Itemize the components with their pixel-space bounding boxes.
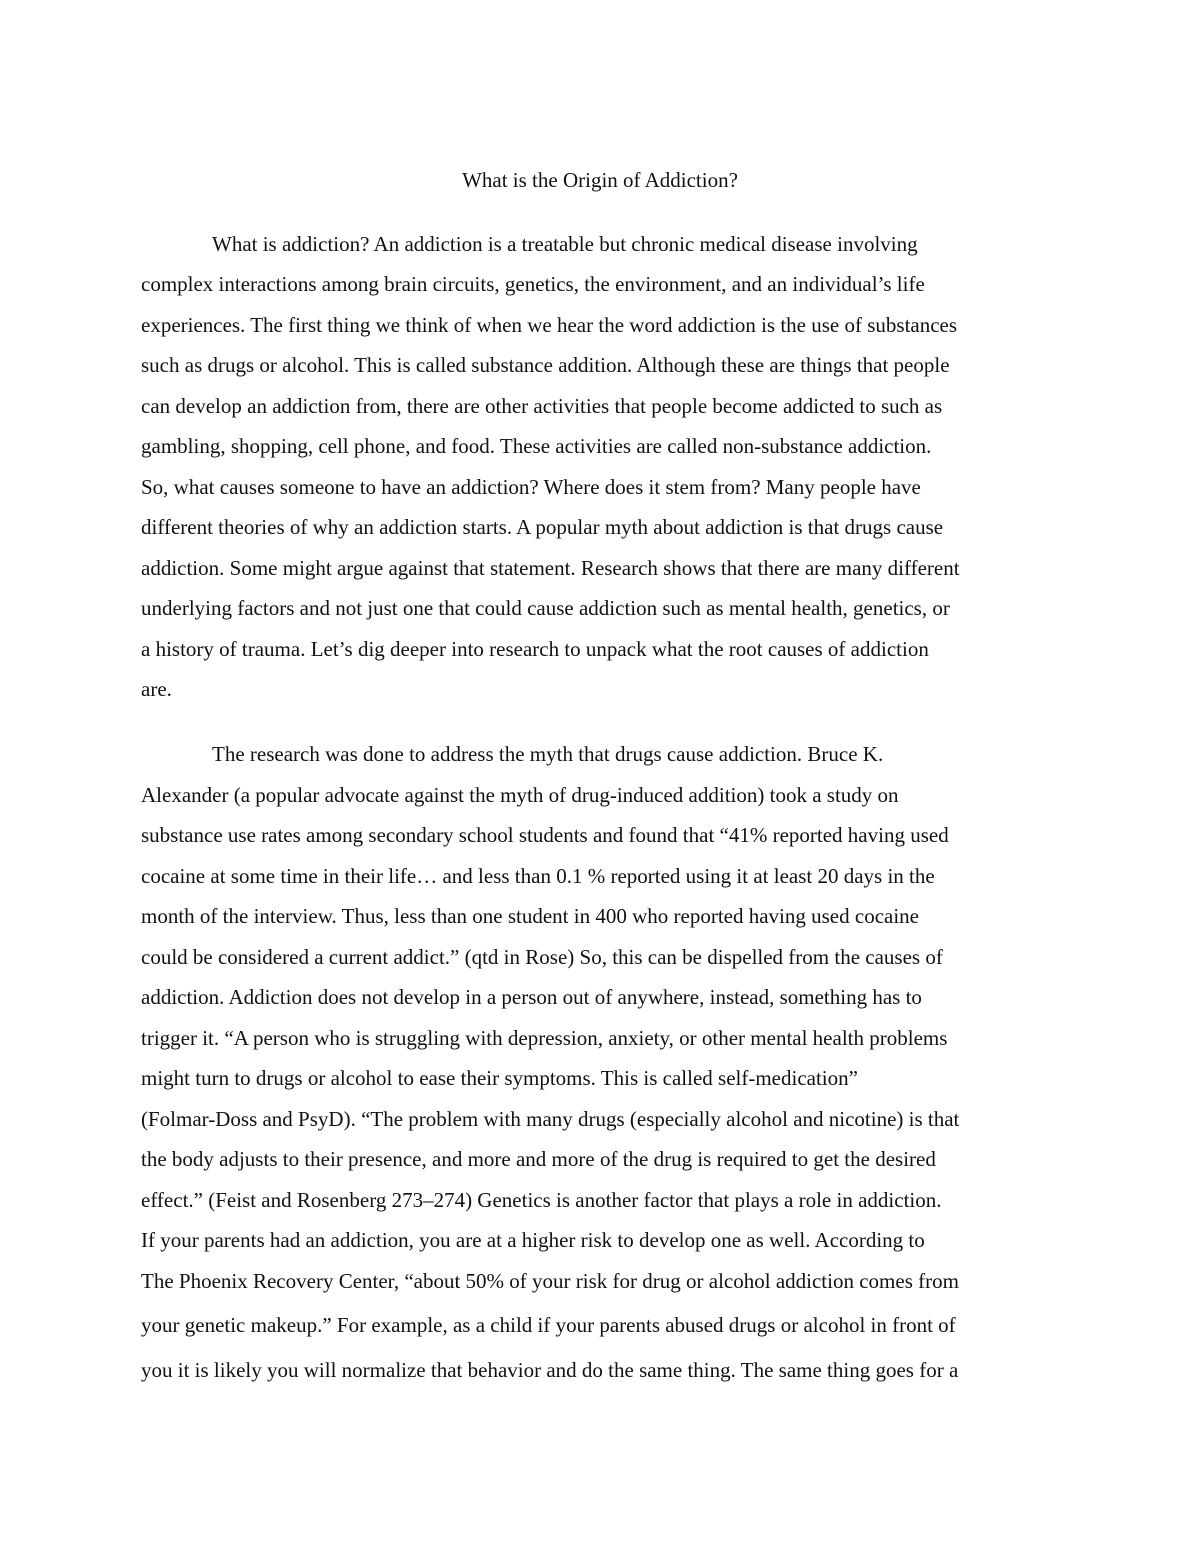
paragraph-2-line: (Folmar-Doss and PsyD). “The problem with many drugs (especially alcohol and nicotine) is that	[141, 1107, 960, 1131]
paragraph-2-line: cocaine at some time in their life… and less than 0.1 % reported using it at least 20 days in the	[141, 864, 935, 888]
paragraph-1-line: So, what causes someone to have an addiction? Where does it stem from? Many people have	[141, 475, 921, 499]
paragraph-1-line: such as drugs or alcohol. This is called substance addition. Although these are things that people	[141, 353, 950, 377]
paragraph-2-line: you it is likely you will normalize that behavior and do the same thing. The same thing goes for a	[141, 1358, 959, 1382]
paragraph-2-line: If your parents had an addiction, you are at a higher risk to develop one as well. According to	[141, 1228, 925, 1252]
paragraph-2-line: Alexander (a popular advocate against the myth of drug-induced addition) took a study on	[141, 783, 899, 807]
paragraph-1-line: underlying factors and not just one that could cause addiction such as mental health, genetics, or	[141, 596, 950, 620]
paragraph-2-line: month of the interview. Thus, less than one student in 400 who reported having used cocaine	[141, 904, 919, 928]
paragraph-1-line: a history of trauma. Let’s dig deeper into research to unpack what the root causes of addiction	[141, 637, 929, 661]
paragraph-1-line: complex interactions among brain circuits, genetics, the environment, and an individual’s life	[141, 272, 925, 296]
paragraph-2-line: The Phoenix Recovery Center, “about 50% of your risk for drug or alcohol addiction comes from	[141, 1269, 959, 1293]
paragraph-1-line: different theories of why an addiction starts. A popular myth about addiction is that drugs cause	[141, 515, 944, 539]
paragraph-2-line: effect.” (Feist and Rosenberg 273–274) Genetics is another factor that plays a role in addiction.	[141, 1188, 942, 1212]
paragraph-2-line: might turn to drugs or alcohol to ease their symptoms. This is called self-medication”	[141, 1066, 858, 1090]
paragraph-1-line: can develop an addiction from, there are other activities that people become addicted to such as	[141, 394, 943, 418]
paragraph-2-line: the body adjusts to their presence, and more and more of the drug is required to get the desired	[141, 1147, 936, 1171]
paragraph-2-line: addiction. Addiction does not develop in a person out of anywhere, instead, something has to	[141, 985, 922, 1009]
paragraph-1-line: addiction. Some might argue against that statement. Research shows that there are many different	[141, 556, 960, 580]
document-title: What is the Origin of Addiction?	[462, 168, 738, 192]
paragraph-1-line: experiences. The first thing we think of when we hear the word addiction is the use of substances	[141, 313, 958, 337]
paragraph-2-line: The research was done to address the myth that drugs cause addiction. Bruce K.	[212, 742, 884, 766]
paragraph-2-line: substance use rates among secondary school students and found that “41% reported having used	[141, 823, 949, 847]
paragraph-1-line: are.	[141, 677, 172, 701]
paragraph-1-line: gambling, shopping, cell phone, and food. These activities are called non-substance addiction.	[141, 434, 932, 458]
paragraph-2-line: trigger it. “A person who is struggling with depression, anxiety, or other mental health problems	[141, 1026, 948, 1050]
paragraph-2-line: could be considered a current addict.” (qtd in Rose) So, this can be dispelled from the causes of	[141, 945, 943, 969]
paragraph-1-line: What is addiction? An addiction is a treatable but chronic medical disease involving	[212, 232, 918, 256]
paragraph-2-line: your genetic makeup.” For example, as a child if your parents abused drugs or alcohol in front of	[141, 1313, 956, 1337]
